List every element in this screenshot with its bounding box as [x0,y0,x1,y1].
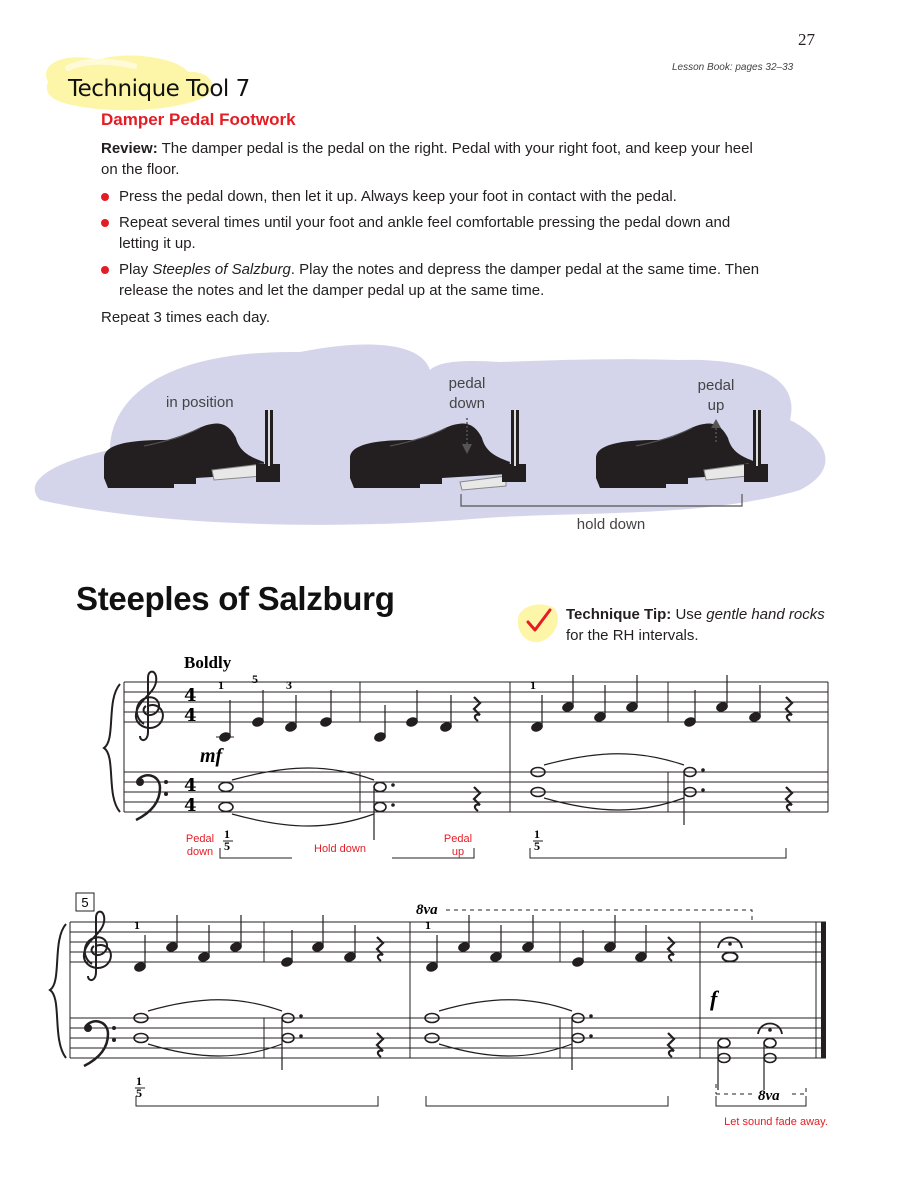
list-item-text: . Play the notes and depress the damper pedal at the same time. Then release the notes and let the damper pedal up at the same time. [119,261,760,299]
pedal-up-label: up [451,846,465,858]
tip-text: for the RH intervals. [566,627,699,644]
bullet-dot-icon [101,193,109,201]
repeat-instruction: Repeat 3 times each day. [101,309,270,326]
label-pedal-up-1: pedal [697,377,735,394]
time-signature-bottom: 4 [184,795,197,816]
fingering: 1 [530,678,536,692]
ottava-marking: 8va [416,902,438,918]
ottava-marking: 8va [758,1088,780,1104]
bass-notes-line-2 [134,1000,776,1090]
fingering: 1 [224,827,230,841]
time-signature-top: 4 [184,685,197,706]
treble-notes-line-1 [216,675,762,743]
checkmark-icon [514,598,562,646]
tip-label: Technique Tip: [566,606,672,623]
ottava-line [446,910,752,920]
pedal-down-label: Pedal [185,833,215,845]
fingering: 1 [136,1074,142,1088]
list-item [101,186,761,207]
grand-staff-brace [50,924,66,1058]
dynamic-mf: mf [200,745,223,767]
pedal-brackets-line-1 [220,848,786,858]
song-title: Steeples of Salzburg [76,580,395,617]
fingering: 1 [218,678,224,692]
review-paragraph [101,138,761,180]
hold-down-label: Hold down [314,843,366,855]
quarter-rest-icon [786,697,792,721]
measure-number: 5 [81,895,89,910]
quarter-rest-icon [668,1033,674,1057]
label-pedal-down-1: pedal [448,375,486,392]
final-barline [821,922,826,1058]
bullet-dot-icon [101,219,109,227]
let-sound-fade-note: Let sound fade away. [724,1116,828,1128]
grand-staff-brace [104,684,120,812]
fingering: 3 [286,678,292,692]
review-label: Review: [101,140,158,157]
tempo-marking: Boldly [184,653,232,672]
list-item [101,212,761,254]
review-text: The damper pedal is the pedal on the right. Pedal with your right foot, and keep your heel on the floor. [101,140,753,178]
list-item-text: Repeat several times until your foot and ankle feel comfortable pressing the pedal down and letting it up. [119,214,731,252]
bullet-dot-icon [101,266,109,274]
time-signature-top: 4 [184,775,197,796]
label-pedal-up-2: up [707,397,725,414]
pedal-down-label: down [186,846,214,858]
fingering: 5 [136,1086,142,1100]
time-signature-bottom: 4 [184,705,197,726]
quarter-rest-icon [668,937,674,961]
label-in-position: in position [166,394,234,411]
label-hold-down: hold down [576,516,646,533]
lesson-book-reference: Lesson Book: pages 32–33 [672,62,794,73]
list-item-text: Press the pedal down, then let it up. Always keep your foot in contact with the pedal. [119,188,677,205]
tip-emphasis: gentle hand rocks [706,606,825,623]
page-number: 27 [798,30,815,49]
pedal-illustration [0,330,900,550]
section-heading: Damper Pedal Footwork [101,110,296,129]
dynamic-f: f [710,986,718,1011]
pedal-up-label: Pedal [443,833,473,845]
fingering: 5 [224,839,230,853]
fingering: 1 [534,827,540,841]
tip-text: Use [675,606,707,623]
pedal-brackets-line-2 [136,1096,806,1106]
list-item [101,259,761,301]
quarter-rest-icon [786,787,792,811]
fingering: 1 [425,918,431,932]
bass-staff-2 [70,1018,826,1058]
piece-title-reference: Steeples of Salzburg [152,261,291,278]
quarter-rest-icon [377,937,383,961]
instruction-list [101,186,761,306]
fingering: 5 [534,839,540,853]
bass-notes-line-1 [219,754,696,840]
technique-tool-title: Technique Tool 7 [68,76,250,102]
list-item-text: Play [119,261,153,278]
whole-note [723,953,738,962]
music-score [0,640,900,1140]
quarter-rest-icon [377,1033,383,1057]
label-pedal-down-2: down [449,395,485,412]
treble-staff-2 [70,922,826,962]
fingering: 5 [252,672,258,686]
quarter-rest-icon [474,787,480,811]
quarter-rest-icon [474,697,480,721]
fingering: 1 [134,918,140,932]
treble-notes-line-2 [133,915,647,973]
